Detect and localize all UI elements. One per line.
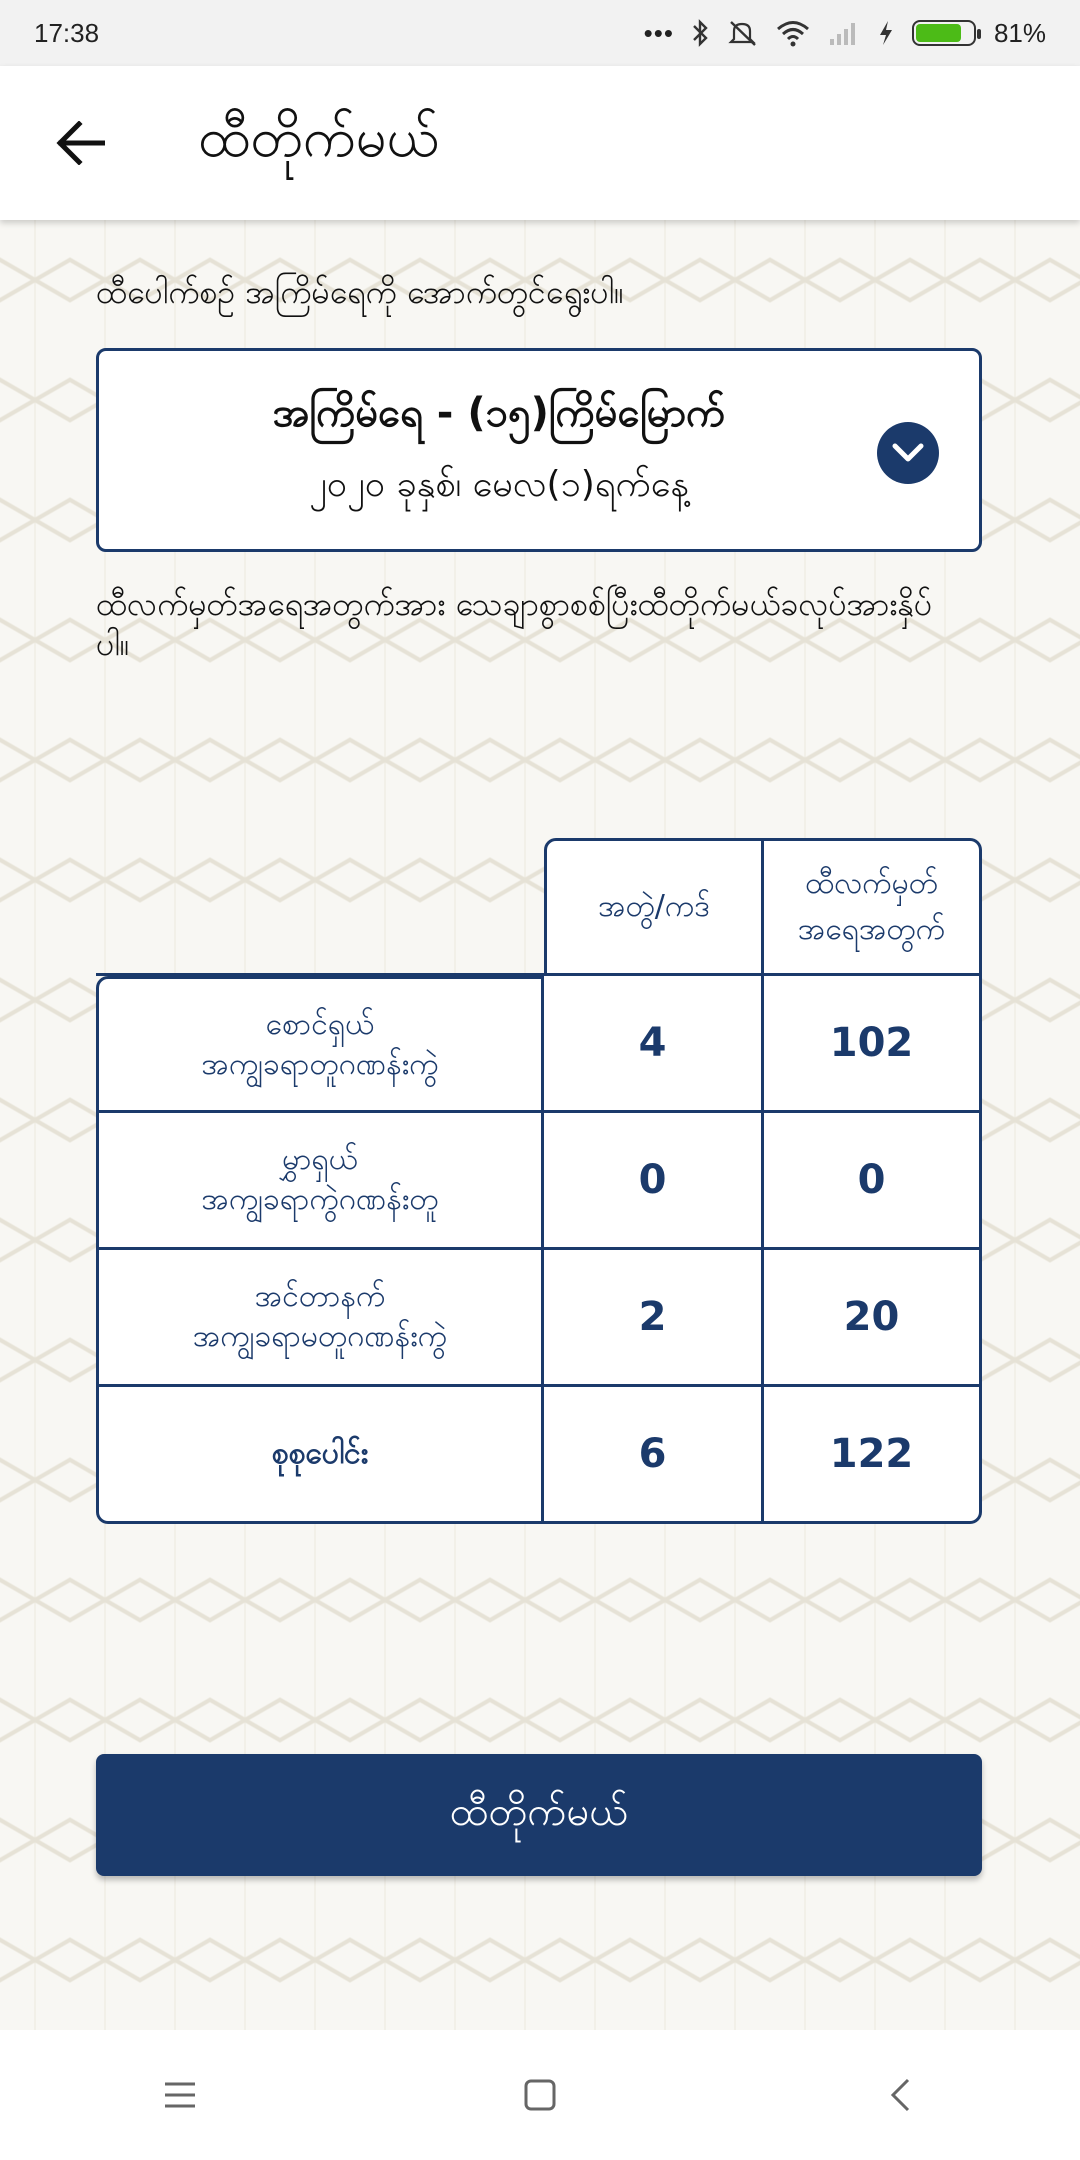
app-bar <box>0 66 1080 220</box>
row-count: 4 <box>544 976 764 1113</box>
navigation-bar <box>0 2030 1080 2160</box>
check-prompt: ထီလက်မှတ်အရေအတွက်အား သေချာစွာစစ်ပြီးထီတိုက်မယ်ခလုပ်အားနှိပ်ပါ။ <box>96 585 933 663</box>
nav-back-button[interactable] <box>860 2055 940 2135</box>
row-label <box>96 976 544 1113</box>
battery-percent: 81% <box>993 17 1046 48</box>
battery-fill <box>916 24 961 42</box>
home-icon <box>523 2078 557 2112</box>
table-row <box>96 976 982 1113</box>
status-bar <box>0 0 1080 66</box>
page-title: ထီတိုက်မယ် <box>198 105 439 169</box>
back-arrow-icon <box>55 121 105 165</box>
row-count: 0 <box>544 1113 764 1250</box>
draw-select-date: ၂၀၂၀ ခုနှစ်၊ မေလ(၁)ရက်နေ့ <box>309 463 689 505</box>
status-icons <box>644 18 1046 49</box>
header-count: အတွဲ/ကဒ် <box>544 838 764 976</box>
signal-icon <box>828 19 860 47</box>
draw-select-dropdown[interactable] <box>96 348 982 552</box>
nav-home-button[interactable] <box>500 2055 580 2135</box>
select-prompt: ထီပေါက်စဉ် အကြိမ်ရေကို အောက်တွင်ရွေးပါ။ <box>96 273 624 311</box>
total-count: 6 <box>544 1387 764 1524</box>
status-time: 17:38 <box>34 17 100 48</box>
row-label-line2: အကျွခရာမတူဂဏန်းကွဲ <box>192 1319 448 1354</box>
nav-menu-button[interactable] <box>140 2055 220 2135</box>
row-label-line1: အင်တာနက် <box>254 1279 386 1314</box>
table-total-row <box>96 1387 982 1524</box>
row-count: 2 <box>544 1250 764 1387</box>
row-tickets: 20 <box>764 1250 982 1387</box>
ticket-summary-table <box>96 838 982 1524</box>
charging-icon <box>878 19 894 47</box>
back-icon <box>888 2077 912 2113</box>
row-label-line1: မွှာရှယ် <box>282 1142 358 1177</box>
battery-icon <box>912 20 976 46</box>
back-button[interactable] <box>40 103 120 183</box>
row-label <box>96 1250 544 1387</box>
row-tickets: 102 <box>764 976 982 1113</box>
bluetooth-icon <box>692 19 710 47</box>
menu-icon <box>163 2080 197 2110</box>
chevron-down-icon[interactable] <box>877 422 939 484</box>
row-label <box>96 1113 544 1250</box>
total-label: စုစုပေါင်း <box>96 1387 544 1524</box>
row-label-line2: အကျွခရာတူဂဏန်းကွဲ <box>201 1046 439 1082</box>
table-row <box>96 1250 982 1387</box>
total-tickets: 122 <box>764 1387 982 1524</box>
row-label-line1: စောင်ရှယ် <box>265 1006 375 1042</box>
table-header-row <box>96 838 982 976</box>
row-label-line2: အကျွခရာကွဲဂဏန်းတူ <box>201 1182 439 1217</box>
wifi-icon <box>776 19 810 47</box>
header-empty-cell <box>96 838 544 976</box>
draw-select-main: အကြိမ်ရေ - (၁၅)ကြိမ်မြောက် <box>272 389 726 436</box>
more-dots-icon: ••• <box>643 17 674 48</box>
submit-button[interactable]: ထီတိုက်မယ် <box>96 1754 982 1876</box>
row-tickets: 0 <box>764 1113 982 1250</box>
table-row <box>96 1113 982 1250</box>
header-tickets: ထီလက်မှတ် အရေအတွက် <box>764 838 982 976</box>
mute-icon <box>728 19 758 47</box>
